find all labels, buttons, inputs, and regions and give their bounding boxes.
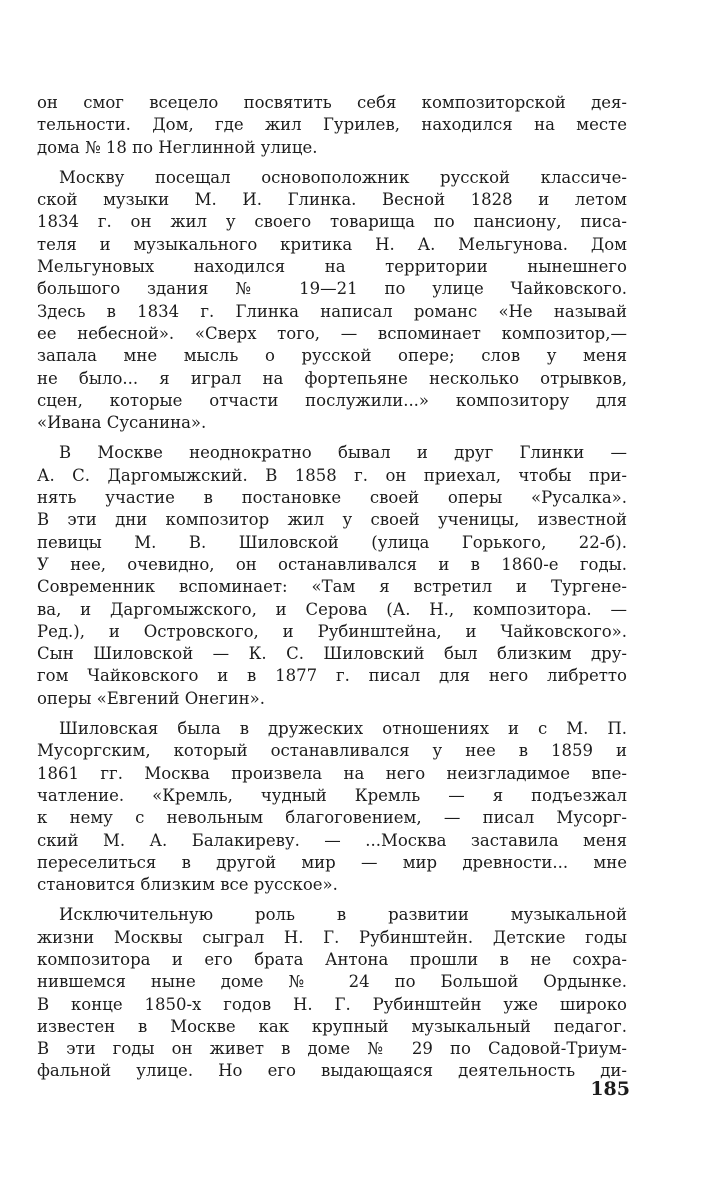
text-line: запала мне мысль о русской опере; слов у меня bbox=[37, 346, 627, 366]
text-line: Современник вспоминает: «Там я встретил и Тургене- bbox=[37, 577, 627, 597]
text-line: Мусоргским, который останавливался у нее в 1859 и bbox=[37, 741, 627, 761]
text-line: гом Чайковского и в 1877 г. писал для него либретто bbox=[37, 666, 627, 686]
page-text bbox=[37, 92, 627, 1091]
paragraph-3 bbox=[37, 442, 627, 710]
page-number: 185 bbox=[590, 1078, 630, 1100]
text-line: становится близким все русское». bbox=[37, 875, 338, 895]
text-line: Сын Шиловской — К. С. Шиловский был близким дру- bbox=[37, 644, 627, 664]
text-line: Ред.), и Островского, и Рубинштейна, и Чайковского». bbox=[37, 621, 627, 641]
text-line: В эти годы он живет в доме № 29 по Садовой-Триум- bbox=[37, 1039, 627, 1059]
text-line: Москву посещал основоположник русской классиче- bbox=[59, 167, 627, 187]
text-line: нившемся ныне доме № 24 по Большой Ордынке. bbox=[37, 972, 627, 992]
text-line: композитора и его брата Антона прошли в не сохра- bbox=[37, 949, 627, 969]
text-line: «Ивана Сусанина». bbox=[37, 413, 207, 433]
text-line: ее небесной». «Сверх того, — вспоминает композитор,— bbox=[37, 323, 627, 343]
paragraph-5 bbox=[37, 904, 627, 1082]
text-line: ской музыки М. И. Глинка. Весной 1828 и летом bbox=[37, 190, 627, 210]
text-line: Мельгуновых находился на территории нынешнего bbox=[37, 257, 627, 277]
text-line: В эти дни композитор жил у своей ученицы, известной bbox=[37, 510, 627, 530]
text-line: чатление. «Кремль, чудный Кремль — я подъезжал bbox=[37, 785, 627, 805]
text-line: дома № 18 по Неглинной улице. bbox=[37, 137, 318, 157]
text-line: не было... я играл на фортепьяне несколько отрывков, bbox=[37, 368, 627, 388]
text-line: фальной улице. Но его выдающаяся деятельность ди- bbox=[37, 1061, 627, 1081]
text-line: Исключительную роль в развитии музыкальной bbox=[59, 905, 627, 925]
text-line: жизни Москвы сыграл Н. Г. Рубинштейн. Детские годы bbox=[37, 927, 627, 947]
text-line: певицы М. В. Шиловской (улица Горького, 22-б). bbox=[37, 532, 627, 552]
text-line: 1834 г. он жил у своего товарища по пансиону, писа- bbox=[37, 212, 627, 232]
paragraph-2 bbox=[37, 167, 627, 435]
text-line: он смог всецело посвятить себя композиторской дея- bbox=[37, 93, 627, 112]
text-line: А. С. Даргомыжский. В 1858 г. он приехал, чтобы при- bbox=[37, 465, 627, 485]
text-line: переселиться в другой мир — мир древности... мне bbox=[37, 852, 627, 872]
text-line: к нему с невольным благоговением, — писал Мусорг- bbox=[37, 808, 627, 828]
text-line: ва, и Даргомыжского, и Серова (А. Н., композитора. — bbox=[37, 599, 627, 619]
text-line: большого здания № 19—21 по улице Чайковского. bbox=[37, 279, 627, 299]
paragraph-1 bbox=[37, 92, 627, 159]
text-line: известен в Москве как крупный музыкальный педагог. bbox=[37, 1016, 627, 1036]
text-line: Здесь в 1834 г. Глинка написал романс «Не называй bbox=[37, 301, 627, 321]
paragraph-4 bbox=[37, 718, 627, 896]
text-line: В Москве неоднократно бывал и друг Глинки — bbox=[59, 443, 627, 463]
text-line: В конце 1850-х годов Н. Г. Рубинштейн уже широко bbox=[37, 994, 627, 1014]
text-line: 1861 гг. Москва произвела на него неизгладимое впе- bbox=[37, 763, 627, 783]
text-line: сцен, которые отчасти послужили...» композитору для bbox=[37, 390, 627, 410]
text-line: тельности. Дом, где жил Гурилев, находился на месте bbox=[37, 115, 627, 135]
text-line: Шиловская была в дружеских отношениях и с М. П. bbox=[59, 719, 627, 739]
text-line: теля и музыкального критика Н. А. Мельгунова. Дом bbox=[37, 234, 627, 254]
text-line: оперы «Евгений Онегин». bbox=[37, 688, 265, 708]
text-line: нять участие в постановке своей оперы «Русалка». bbox=[37, 488, 627, 508]
text-line: У нее, очевидно, он останавливался и в 1860-е годы. bbox=[37, 554, 627, 574]
text-line: ский М. А. Балакиреву. — ...Москва заставила меня bbox=[37, 830, 627, 850]
